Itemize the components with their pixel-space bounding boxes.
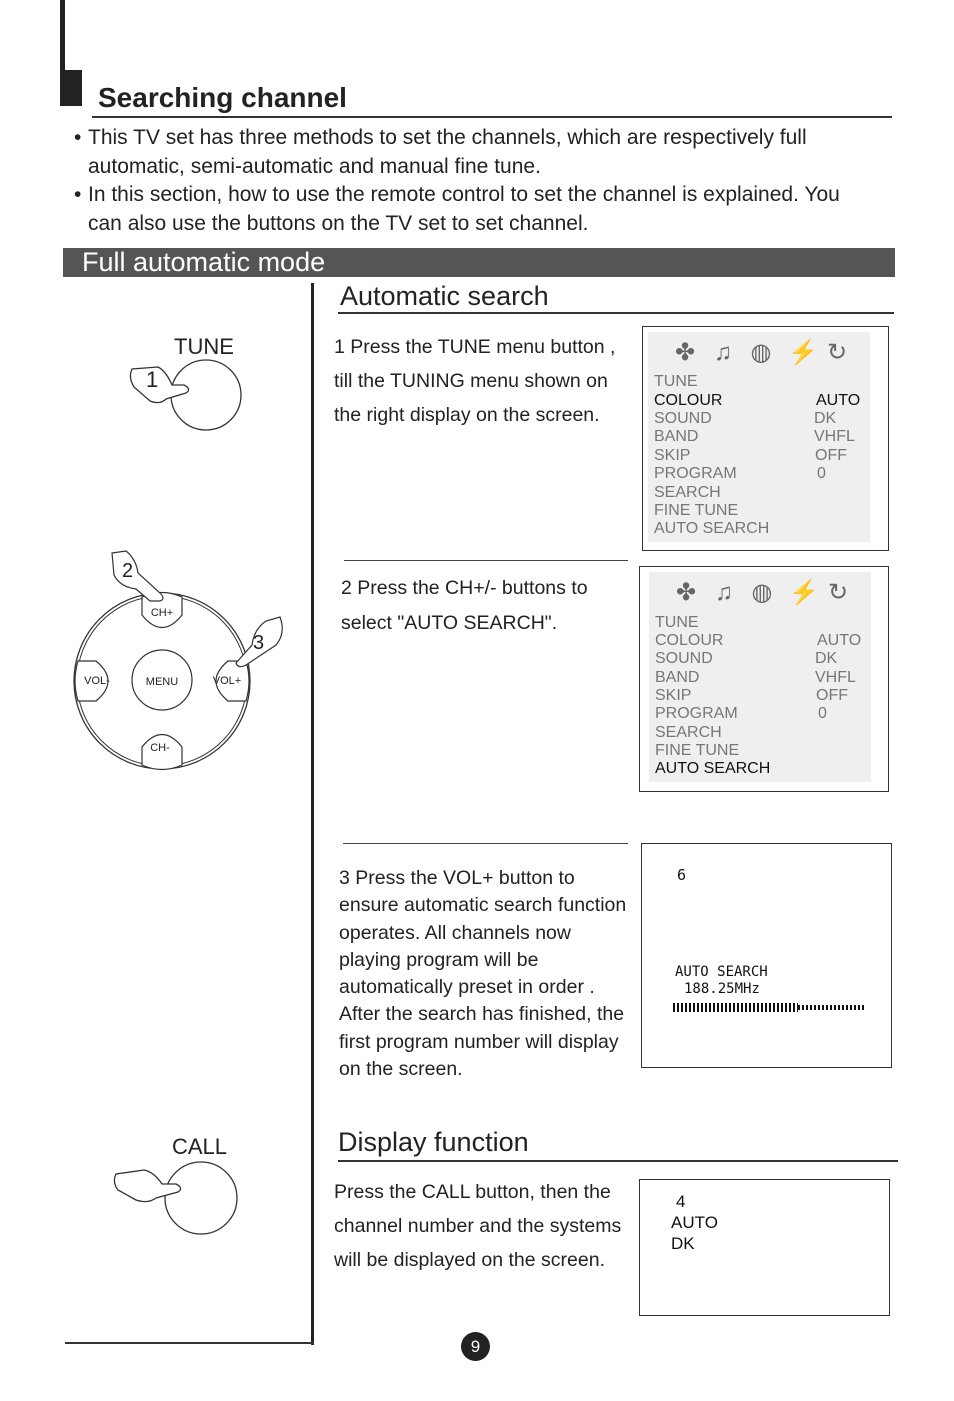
search-progress-fill [673,1003,798,1012]
osd-label: AUTO SEARCH [655,760,771,777]
osd-row-program [655,705,870,723]
call-button [165,1162,237,1234]
osd-label: SKIP [654,447,691,464]
sound-icon: ♫ [715,579,733,606]
search-progress-remaining [798,1005,865,1010]
mode-title: Full automatic mode [82,247,326,277]
page-number: 9 [461,1332,490,1361]
sound-icon: ♫ [714,339,732,366]
osd-label: TUNE [654,373,698,390]
call-button-label: CALL [172,1134,228,1159]
osd-value: 0 [818,705,827,722]
bottom-rule [65,1342,314,1344]
bullet-text: In this section, how to use the remote control to set the channel is explained. You can also use the buttons on the TV set to set channel. [88,183,840,235]
osd-value: 0 [817,465,826,482]
refresh-icon: ↻ [827,579,849,606]
osd-row-band [655,669,870,687]
osd-row-skip [655,687,870,705]
display-function-title: Display function [338,1127,529,1157]
call-button-illustration [110,1160,245,1240]
search-progress-bar [673,1003,865,1012]
vol-minus-label: VOL- [84,675,110,687]
callout-1: 1 [146,367,159,392]
tune-button-illustration [120,355,250,440]
osd-row-band [654,428,864,446]
osd-value: DK [815,650,838,667]
display-function-rule [338,1160,898,1162]
osd-row-fine-tune [655,742,739,760]
osd-row-skip [654,447,864,465]
osd-label: BAND [655,669,700,686]
title-rule [92,116,892,118]
navigation-pad-illustration [70,545,290,780]
callout-3: 3 [253,632,265,654]
osd-label: COLOUR [655,632,724,649]
bullet-item [74,123,874,181]
tuning-menu-screen-2 [639,566,889,792]
picture-icon: ✤ [675,579,697,606]
page-title: Searching channel [98,82,347,113]
column-divider [311,283,314,1345]
osd-value: VHFL [814,428,855,445]
osd-row-sound [654,410,864,428]
osd-label: SEARCH [654,484,721,501]
osd-label: FINE TUNE [654,502,739,519]
call-channel-number: 4 [676,1192,686,1211]
osd-value: VHFL [815,669,856,686]
osd-row-tune [655,614,699,632]
bullet-dot: • [74,126,82,149]
osd-value: DK [814,410,837,427]
pointing-hand-icon [112,551,163,601]
osd-label: FINE TUNE [655,742,740,759]
osd-label: TUNE [655,614,699,631]
search-program-number: 6 [677,866,687,884]
osd-row-auto-search [655,760,770,778]
osd-row-fine-tune [654,502,738,520]
osd-row-colour [654,392,864,410]
callout-2: 2 [122,560,134,582]
auto-search-screen [641,843,892,1068]
osd-row-colour [655,632,870,650]
osd-row-auto-search [654,520,769,538]
call-sound-system: DK [671,1234,695,1253]
tuning-menu-screen-1 [642,326,889,551]
ch-minus-label: CH- [150,742,170,754]
osd-label: PROGRAM [655,705,738,722]
osd-value: OFF [815,447,847,464]
osd-row-tune [654,373,698,391]
osd-label: SOUND [654,410,712,427]
tune-antenna-icon: ⚡ [789,579,819,606]
osd-label: SEARCH [655,724,722,741]
bullet-item [74,180,874,238]
osd-row-sound [655,650,870,668]
osd-label: COLOUR [654,392,723,409]
osd-value: OFF [816,687,848,704]
step-separator [344,560,628,561]
tune-button-label: TUNE [174,334,234,359]
picture-icon: ✤ [674,339,696,366]
osd-label: AUTO SEARCH [654,520,770,537]
search-frequency: 188.25MHz [684,981,760,997]
refresh-icon: ↻ [826,339,848,366]
call-display-screen [639,1179,890,1316]
osd-label: SKIP [655,687,692,704]
automatic-search-title: Automatic search [340,281,549,311]
osd-row-program [654,465,864,483]
osd-value: AUTO [816,392,861,409]
osd-label: PROGRAM [654,465,737,482]
osd-label: BAND [654,428,699,445]
search-label: AUTO SEARCH [675,964,768,980]
corner-block [60,70,82,106]
automatic-search-rule [338,312,894,314]
osd-row-search [655,724,722,742]
step-separator [343,843,628,844]
osd-value: AUTO [817,632,862,649]
step-2-text: 2 Press the CH+/- buttons to select "AUTO SEARCH". [341,577,588,634]
bullet-text: This TV set has three methods to set the channels, which are respectively full automatic, semi-automatic and manual fine tune. [88,126,807,178]
bullet-dot: • [74,183,82,206]
osd-label: SOUND [655,650,713,667]
osd-row-search [654,484,721,502]
tune-antenna-icon: ⚡ [788,339,818,366]
vol-plus-label: VOL+ [212,675,242,687]
display-function-text: Press the CALL button, then the channel number and the systems will be displayed on the screen. [334,1181,622,1271]
call-colour-system: AUTO [671,1213,718,1232]
menu-label: MENU [145,676,179,688]
osd-icon-bar [675,578,849,608]
step-1-text: 1 Press the TUNE menu button , till the TUNING menu shown on the right display on the screen. [334,336,616,426]
globe-icon: ◍ [750,339,772,366]
globe-icon: ◍ [751,579,773,606]
step-3-text: 3 Press the VOL+ button to ensure automatic search function operates. All channels now playing program will be automatically preset in order . After the search has finished, the first program number will display on the screen. [339,867,627,1081]
osd-icon-bar [674,338,848,368]
ch-plus-label: CH+ [150,607,174,619]
